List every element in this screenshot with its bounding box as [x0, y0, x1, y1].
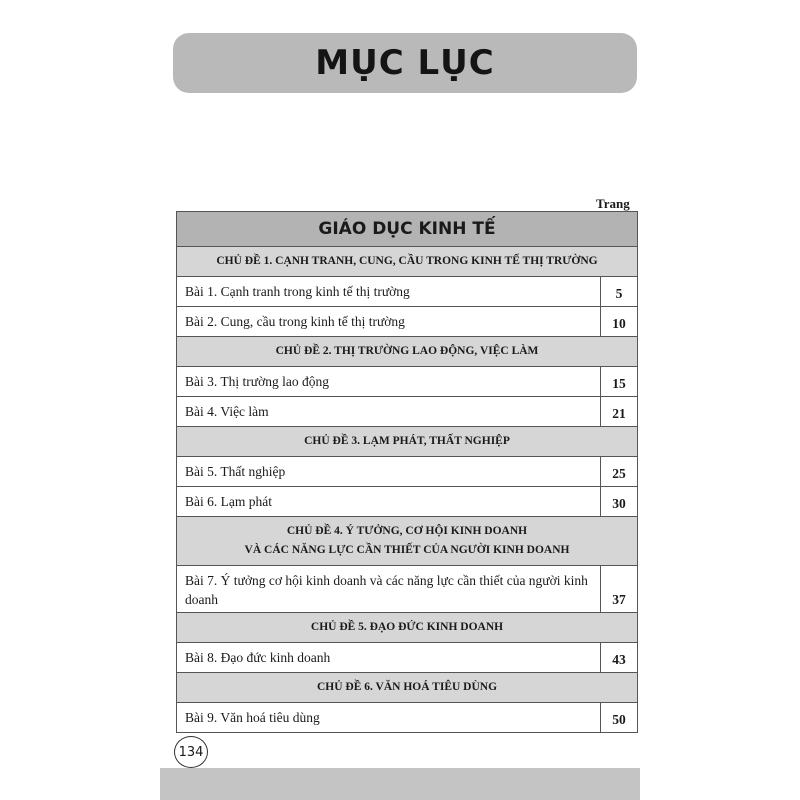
table-of-contents — [176, 211, 638, 733]
lesson-title: Bài 5. Thất nghiệp — [185, 464, 286, 479]
lesson-title: Bài 8. Đạo đức kinh doanh — [185, 650, 331, 665]
topic-header-line: CHỦ ĐỀ 2. THỊ TRƯỜNG LAO ĐỘNG, VIỆC LÀM — [275, 345, 539, 357]
page-title: MỤC LỤC — [315, 43, 495, 83]
lesson-row[interactable] — [177, 486, 637, 516]
lesson-page-number: 15 — [600, 367, 637, 396]
lesson-title: Bài 9. Văn hoá tiêu dùng — [185, 710, 320, 725]
topic-header — [177, 336, 637, 366]
topic-header — [177, 672, 637, 702]
lesson-row[interactable] — [177, 642, 637, 672]
lesson-page-number: 43 — [600, 643, 637, 672]
lesson-page-number: 21 — [600, 397, 637, 426]
topic-header — [177, 612, 637, 642]
page-column-label: Trang — [596, 196, 630, 211]
topic-header-line: CHỦ ĐỀ 5. ĐẠO ĐỨC KINH DOANH — [310, 621, 504, 633]
topic-header-line: CHỦ ĐỀ 3. LẠM PHÁT, THẤT NGHIỆP — [304, 435, 510, 447]
lesson-title: Bài 2. Cung, cầu trong kinh tế thị trường — [185, 314, 405, 329]
topic-header-line: VÀ CÁC NĂNG LỰC CẦN THIẾT CỦA NGƯỜI KINH DOANH — [244, 544, 570, 556]
page-number: 134 — [174, 736, 208, 768]
lesson-row[interactable] — [177, 396, 637, 426]
lesson-row[interactable] — [177, 306, 637, 336]
lesson-page-number: 30 — [600, 487, 637, 516]
title-banner — [173, 33, 637, 93]
topic-header-line: CHỦ ĐỀ 4. Ý TƯỞNG, CƠ HỘI KINH DOANH — [286, 525, 528, 537]
topic-header — [177, 426, 637, 456]
lesson-title: Bài 7. Ý tưởng cơ hội kinh doanh và các năng lực cần thiết của người kinh doanh — [185, 573, 588, 607]
topic-header — [177, 246, 637, 276]
topic-header — [177, 516, 637, 565]
lesson-row[interactable] — [177, 276, 637, 306]
lesson-page-number: 10 — [600, 307, 637, 336]
footer-band — [160, 768, 640, 800]
topic-header-line: CHỦ ĐỀ 6. VĂN HOÁ TIÊU DÙNG — [316, 681, 498, 693]
lesson-title: Bài 3. Thị trường lao động — [185, 374, 329, 389]
topic-header-line: CHỦ ĐỀ 1. CẠNH TRANH, CUNG, CẦU TRONG KINH TẾ THỊ TRƯỜNG — [216, 255, 598, 267]
section-header: GIÁO DỤC KINH TẾ — [177, 212, 637, 246]
lesson-page-number: 50 — [600, 703, 637, 732]
lesson-row[interactable] — [177, 565, 637, 612]
lesson-title: Bài 6. Lạm phát — [185, 494, 272, 509]
lesson-row[interactable] — [177, 456, 637, 486]
lesson-row[interactable] — [177, 366, 637, 396]
lesson-page-number: 5 — [600, 277, 637, 306]
lesson-row[interactable] — [177, 702, 637, 732]
lesson-page-number: 25 — [600, 457, 637, 486]
lesson-page-number: 37 — [600, 566, 637, 612]
lesson-title: Bài 4. Việc làm — [185, 404, 269, 419]
lesson-title: Bài 1. Cạnh tranh trong kinh tế thị trường — [185, 284, 410, 299]
